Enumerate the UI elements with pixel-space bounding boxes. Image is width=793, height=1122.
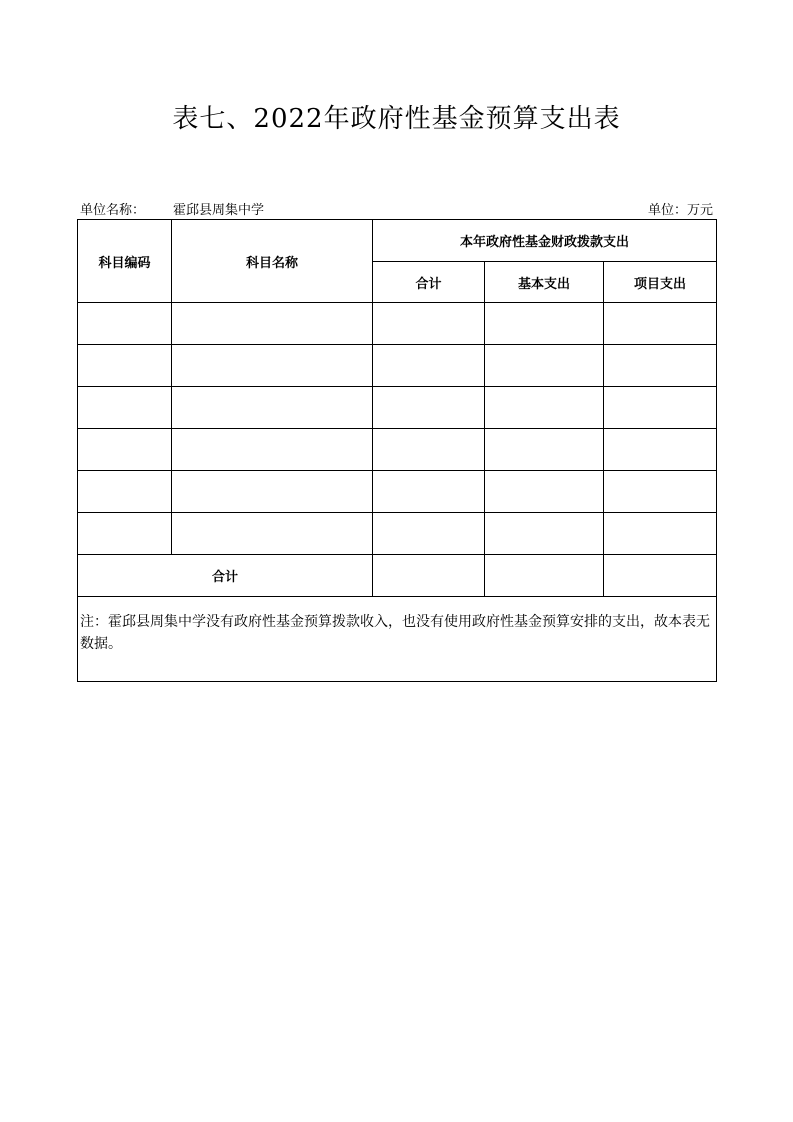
- total-row: [78, 555, 717, 597]
- note-row: [78, 597, 717, 682]
- header-name: 科目名称: [172, 220, 373, 303]
- table-row: [78, 513, 717, 555]
- cell-basic: [485, 471, 604, 513]
- header-basic: 基本支出: [485, 262, 604, 303]
- cell-basic: [485, 513, 604, 555]
- cell-code: [78, 345, 172, 387]
- total-basic: [485, 555, 604, 597]
- cell-code: [78, 387, 172, 429]
- table-row: [78, 303, 717, 345]
- budget-table: [77, 219, 717, 682]
- cell-name: [172, 387, 373, 429]
- cell-name: [172, 513, 373, 555]
- header-group: 本年政府性基金财政拨款支出: [373, 220, 717, 262]
- header-total: 合计: [373, 262, 485, 303]
- cell-code: [78, 471, 172, 513]
- cell-project: [604, 303, 717, 345]
- table-row: [78, 471, 717, 513]
- cell-project: [604, 471, 717, 513]
- cell-code: [78, 303, 172, 345]
- cell-total: [373, 471, 485, 513]
- cell-name: [172, 429, 373, 471]
- total-label: 合计: [78, 555, 373, 597]
- cell-project: [604, 387, 717, 429]
- cell-code: [78, 429, 172, 471]
- cell-code: [78, 513, 172, 555]
- cell-basic: [485, 387, 604, 429]
- cell-project: [604, 345, 717, 387]
- cell-total: [373, 345, 485, 387]
- cell-basic: [485, 429, 604, 471]
- cell-basic: [485, 303, 604, 345]
- cell-total: [373, 387, 485, 429]
- total-project: [604, 555, 717, 597]
- currency-unit: 单位：万元: [647, 203, 713, 218]
- unit-name-value: 霍邱县周集中学: [173, 203, 265, 218]
- table-row: [78, 429, 717, 471]
- header-code: 科目编码: [78, 220, 172, 303]
- header-project: 项目支出: [604, 262, 717, 303]
- cell-project: [604, 513, 717, 555]
- cell-name: [172, 471, 373, 513]
- cell-name: [172, 345, 373, 387]
- cell-basic: [485, 345, 604, 387]
- cell-name: [172, 303, 373, 345]
- cell-total: [373, 303, 485, 345]
- table-row: [78, 345, 717, 387]
- table-note: 注：霍邱县周集中学没有政府性基金预算拨款收入，也没有使用政府性基金预算安排的支出，故本表无数据。: [78, 597, 717, 682]
- header-row: [78, 220, 717, 262]
- unit-name-label: 单位名称：: [80, 203, 146, 218]
- cell-project: [604, 429, 717, 471]
- total-total: [373, 555, 485, 597]
- cell-total: [373, 513, 485, 555]
- table-row: [78, 387, 717, 429]
- cell-total: [373, 429, 485, 471]
- page-title: 表七、2022年政府性基金预算支出表: [172, 104, 621, 134]
